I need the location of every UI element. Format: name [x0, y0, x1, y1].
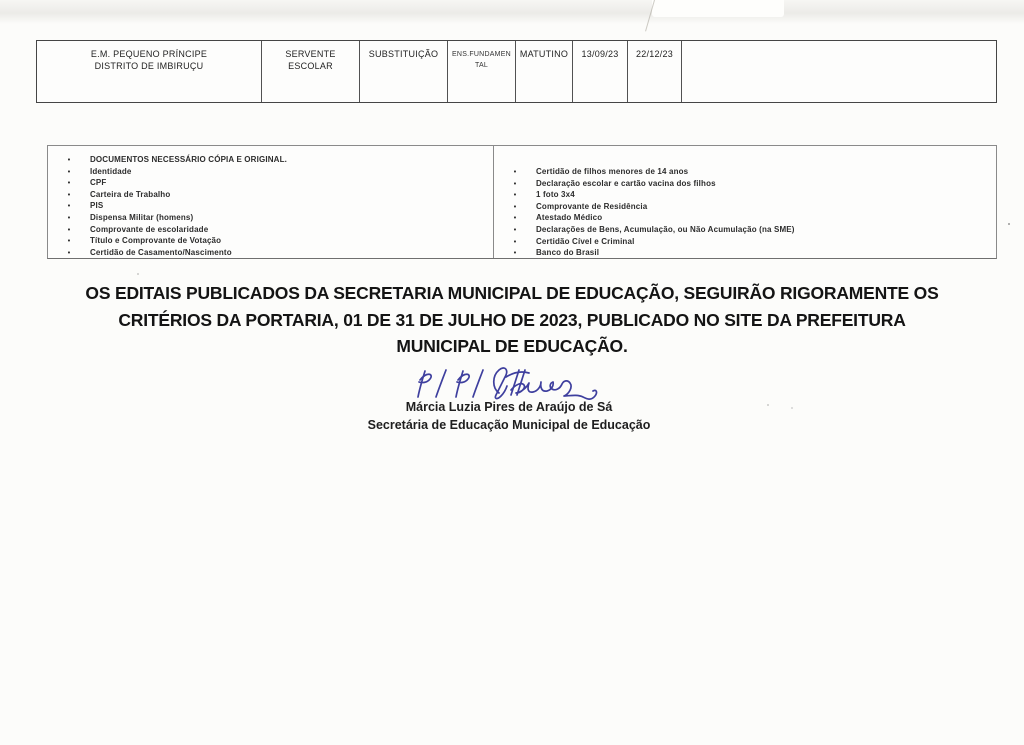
documents-list-left	[48, 146, 494, 258]
document-item-label: Comprovante de Residência	[536, 201, 648, 211]
contract-type-label: SUBSTITUIÇÃO	[368, 49, 439, 59]
document-item-label: Declaração escolar e cartão vacina dos filhos	[536, 178, 716, 188]
document-list-item	[64, 248, 489, 260]
bullet-icon: •	[513, 238, 517, 246]
bullet-icon: •	[513, 180, 517, 188]
scan-speck	[791, 407, 793, 409]
signer-title: Secretária de Educação Municipal de Educação	[367, 418, 651, 432]
notice-line: MUNICIPAL DE EDUCAÇÃO.	[396, 336, 628, 356]
bullet-icon: •	[513, 215, 517, 223]
education-level-line1: ENS.FUNDAMEN	[451, 51, 511, 58]
document-item-label: 1 foto 3x4	[536, 190, 575, 200]
scan-edge-shadow	[0, 0, 1024, 24]
table-cell-empty	[682, 41, 996, 102]
document-list-item	[510, 190, 992, 202]
table-cell-start-date	[573, 41, 628, 102]
document-list-item	[510, 248, 992, 260]
document-list-item	[510, 237, 992, 249]
bullet-icon: •	[67, 226, 71, 234]
bullet-icon: •	[513, 226, 517, 234]
document-item-label: Comprovante de escolaridade	[90, 224, 209, 234]
bullet-icon: •	[513, 192, 517, 200]
document-item-label: Atestado Médico	[536, 213, 603, 223]
scan-speck	[137, 273, 139, 275]
document-list-item	[64, 213, 489, 225]
document-item-label: Dispensa Militar (homens)	[90, 212, 194, 222]
education-level-line2: TAL	[474, 62, 489, 69]
document-list-item	[510, 213, 992, 225]
document-list-item	[64, 201, 489, 213]
bullet-icon: •	[67, 249, 71, 257]
assignment-table	[36, 40, 997, 103]
bullet-icon: •	[67, 191, 71, 199]
document-list-item	[64, 225, 489, 237]
document-list-item	[510, 202, 992, 214]
edital-notice-paragraph	[32, 280, 992, 360]
document-item-label: Banco do Brasil	[536, 248, 600, 258]
scan-speck	[767, 404, 769, 406]
bullet-icon: •	[513, 169, 517, 176]
bullet-icon: •	[67, 214, 71, 222]
document-item-label: CPF	[90, 178, 107, 188]
document-list-item	[64, 190, 489, 202]
signer-name: Márcia Luzia Pires de Araújo de Sá	[405, 400, 613, 414]
bullet-icon: •	[67, 157, 71, 164]
document-list-item	[510, 167, 992, 179]
table-cell-shift	[516, 41, 573, 102]
table-cell-end-date	[628, 41, 682, 102]
document-item-label: Certidão de filhos menores de 14 anos	[536, 167, 689, 176]
document-item-label: PIS	[90, 201, 104, 211]
document-item-label: Carteira de Trabalho	[90, 189, 171, 199]
start-date: 13/09/23	[581, 49, 619, 59]
position-label: SERVENTE ESCOLAR	[285, 49, 336, 71]
bullet-icon: •	[67, 180, 71, 188]
document-list-item	[64, 155, 489, 167]
document-item-label: Título e Comprovante de Votação	[90, 236, 222, 246]
document-list-item	[510, 225, 992, 237]
school-district: DISTRITO DE IMBIRUÇU	[94, 61, 204, 71]
document-list-item	[64, 178, 489, 190]
scan-paper-notch	[652, 0, 784, 17]
document-item-label: Certidão de Casamento/Nascimento	[90, 247, 232, 257]
document-item-label: Declarações de Bens, Acumulação, ou Não Acumulação (na SME)	[536, 224, 795, 234]
notice-line: OS EDITAIS PUBLICADOS DA SECRETARIA MUNICIPAL DE EDUCAÇÃO, SEGUIRÃO RIGORAMENTE OS	[85, 283, 939, 303]
table-cell-school	[37, 41, 262, 102]
table-cell-position	[262, 41, 360, 102]
scan-speck	[1008, 223, 1010, 225]
document-item-label: Identidade	[90, 166, 132, 176]
documents-list-right	[494, 146, 996, 258]
table-cell-education-level	[448, 41, 516, 102]
document-item-label: DOCUMENTOS NECESSÁRIO CÓPIA E ORIGINAL.	[90, 155, 287, 164]
bullet-icon: •	[513, 250, 517, 258]
document-list-item	[64, 167, 489, 179]
document-list-item	[64, 236, 489, 248]
school-name: E.M. PEQUENO PRÍNCIPE	[90, 49, 208, 59]
shift-label: MATUTINO	[519, 49, 569, 59]
end-date: 22/12/23	[635, 49, 674, 59]
bullet-icon: •	[67, 203, 71, 211]
table-cell-contract-type	[360, 41, 448, 102]
documents-checklist-box	[47, 145, 997, 259]
bullet-icon: •	[513, 203, 517, 211]
notice-line: CRITÉRIOS DA PORTARIA, 01 DE 31 DE JULHO DE 2023, PUBLICADO NO SITE DA PREFEITURA	[118, 309, 906, 330]
document-list-item	[510, 179, 992, 191]
document-item-label: Certidão Cível e Criminal	[536, 236, 635, 246]
bullet-icon: •	[67, 168, 71, 176]
bullet-icon: •	[67, 238, 71, 246]
